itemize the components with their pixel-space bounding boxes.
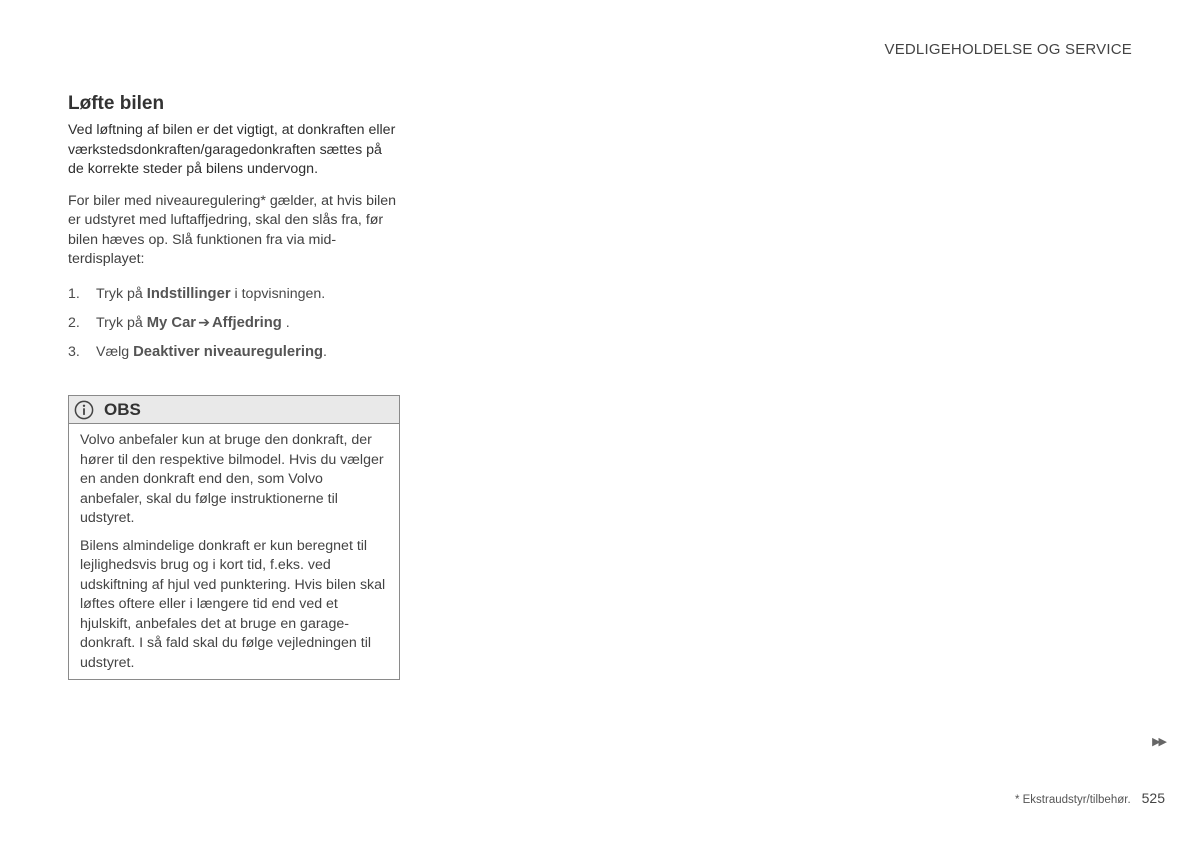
step-text [96, 343, 327, 362]
menu-option-label: Affjedring [211, 314, 282, 331]
step-post-text: i topvisningen. [230, 285, 326, 302]
main-content [68, 93, 400, 372]
info-icon [74, 400, 94, 420]
note-body [69, 424, 399, 673]
continue-page-icon: ▶▶ [1152, 736, 1165, 748]
menu-option-label: My Car [146, 314, 197, 331]
step-number: 3. [68, 343, 80, 360]
menu-option-label: Deaktiver niveauregulering [133, 343, 324, 360]
note-box [68, 395, 400, 680]
step-text [96, 314, 290, 333]
step-text [96, 285, 325, 304]
step-post-text: . [323, 343, 327, 360]
arrow-right-icon: ➔ [198, 314, 210, 331]
note-title: OBS [104, 399, 141, 419]
note-paragraph: Bilens almindelige donkraft er kun beregnet til lejlighedsvis brug og i kort tid, f.eks. ved udskiftning af hjul ved punktering. Hvis bilen skal løftes oftere eller i længere tid end ved et hjulskift, anbefales det at bruge en garagedonkraft. I så fald skal du følge vejledningen til udstyret. [80, 537, 386, 671]
step-post-text: . [281, 314, 290, 331]
page-number: 525 [1141, 790, 1165, 806]
step-pre-text: Tryk på [96, 285, 147, 302]
note-paragraph: Volvo anbefaler kun at bruge den donkraft, der hører til den respektive bilmodel. Hvis du vælger en anden donkraft end den, som Volvo anbefaler, skal du følge instruktionerne til udstyret. [80, 432, 384, 526]
step-pre-text: Vælg [96, 343, 134, 360]
running-header: VEDLIGEHOLDELSE OG SERVICE [884, 41, 1132, 58]
step-item [68, 343, 400, 362]
note-header [69, 396, 399, 424]
step-number: 2. [68, 314, 80, 331]
menu-option-label: Indstillinger [146, 285, 231, 302]
level-control-paragraph: For biler med niveauregulering* gælder, at hvis bilen er udstyret med luftaffjedring, skal den slås fra, før bilen hæves op. Slå funktionen fra via midterdisplayet: [68, 192, 397, 267]
step-pre-text: Tryk på [96, 314, 147, 331]
footnote: * Ekstraudstyr/tilbehør. [1014, 794, 1131, 806]
step-number: 1. [68, 285, 80, 302]
step-item [68, 285, 400, 304]
intro-paragraph: Ved løftning af bilen er det vigtigt, at donkraften eller værkstedsdonkraften/garagedonkraften sættes på de korrekte steder på bilens undervogn. [68, 122, 396, 177]
page-footer [1015, 790, 1165, 806]
step-item [68, 314, 400, 333]
page-title: Løfte bilen [68, 93, 165, 114]
step-list [68, 285, 400, 362]
